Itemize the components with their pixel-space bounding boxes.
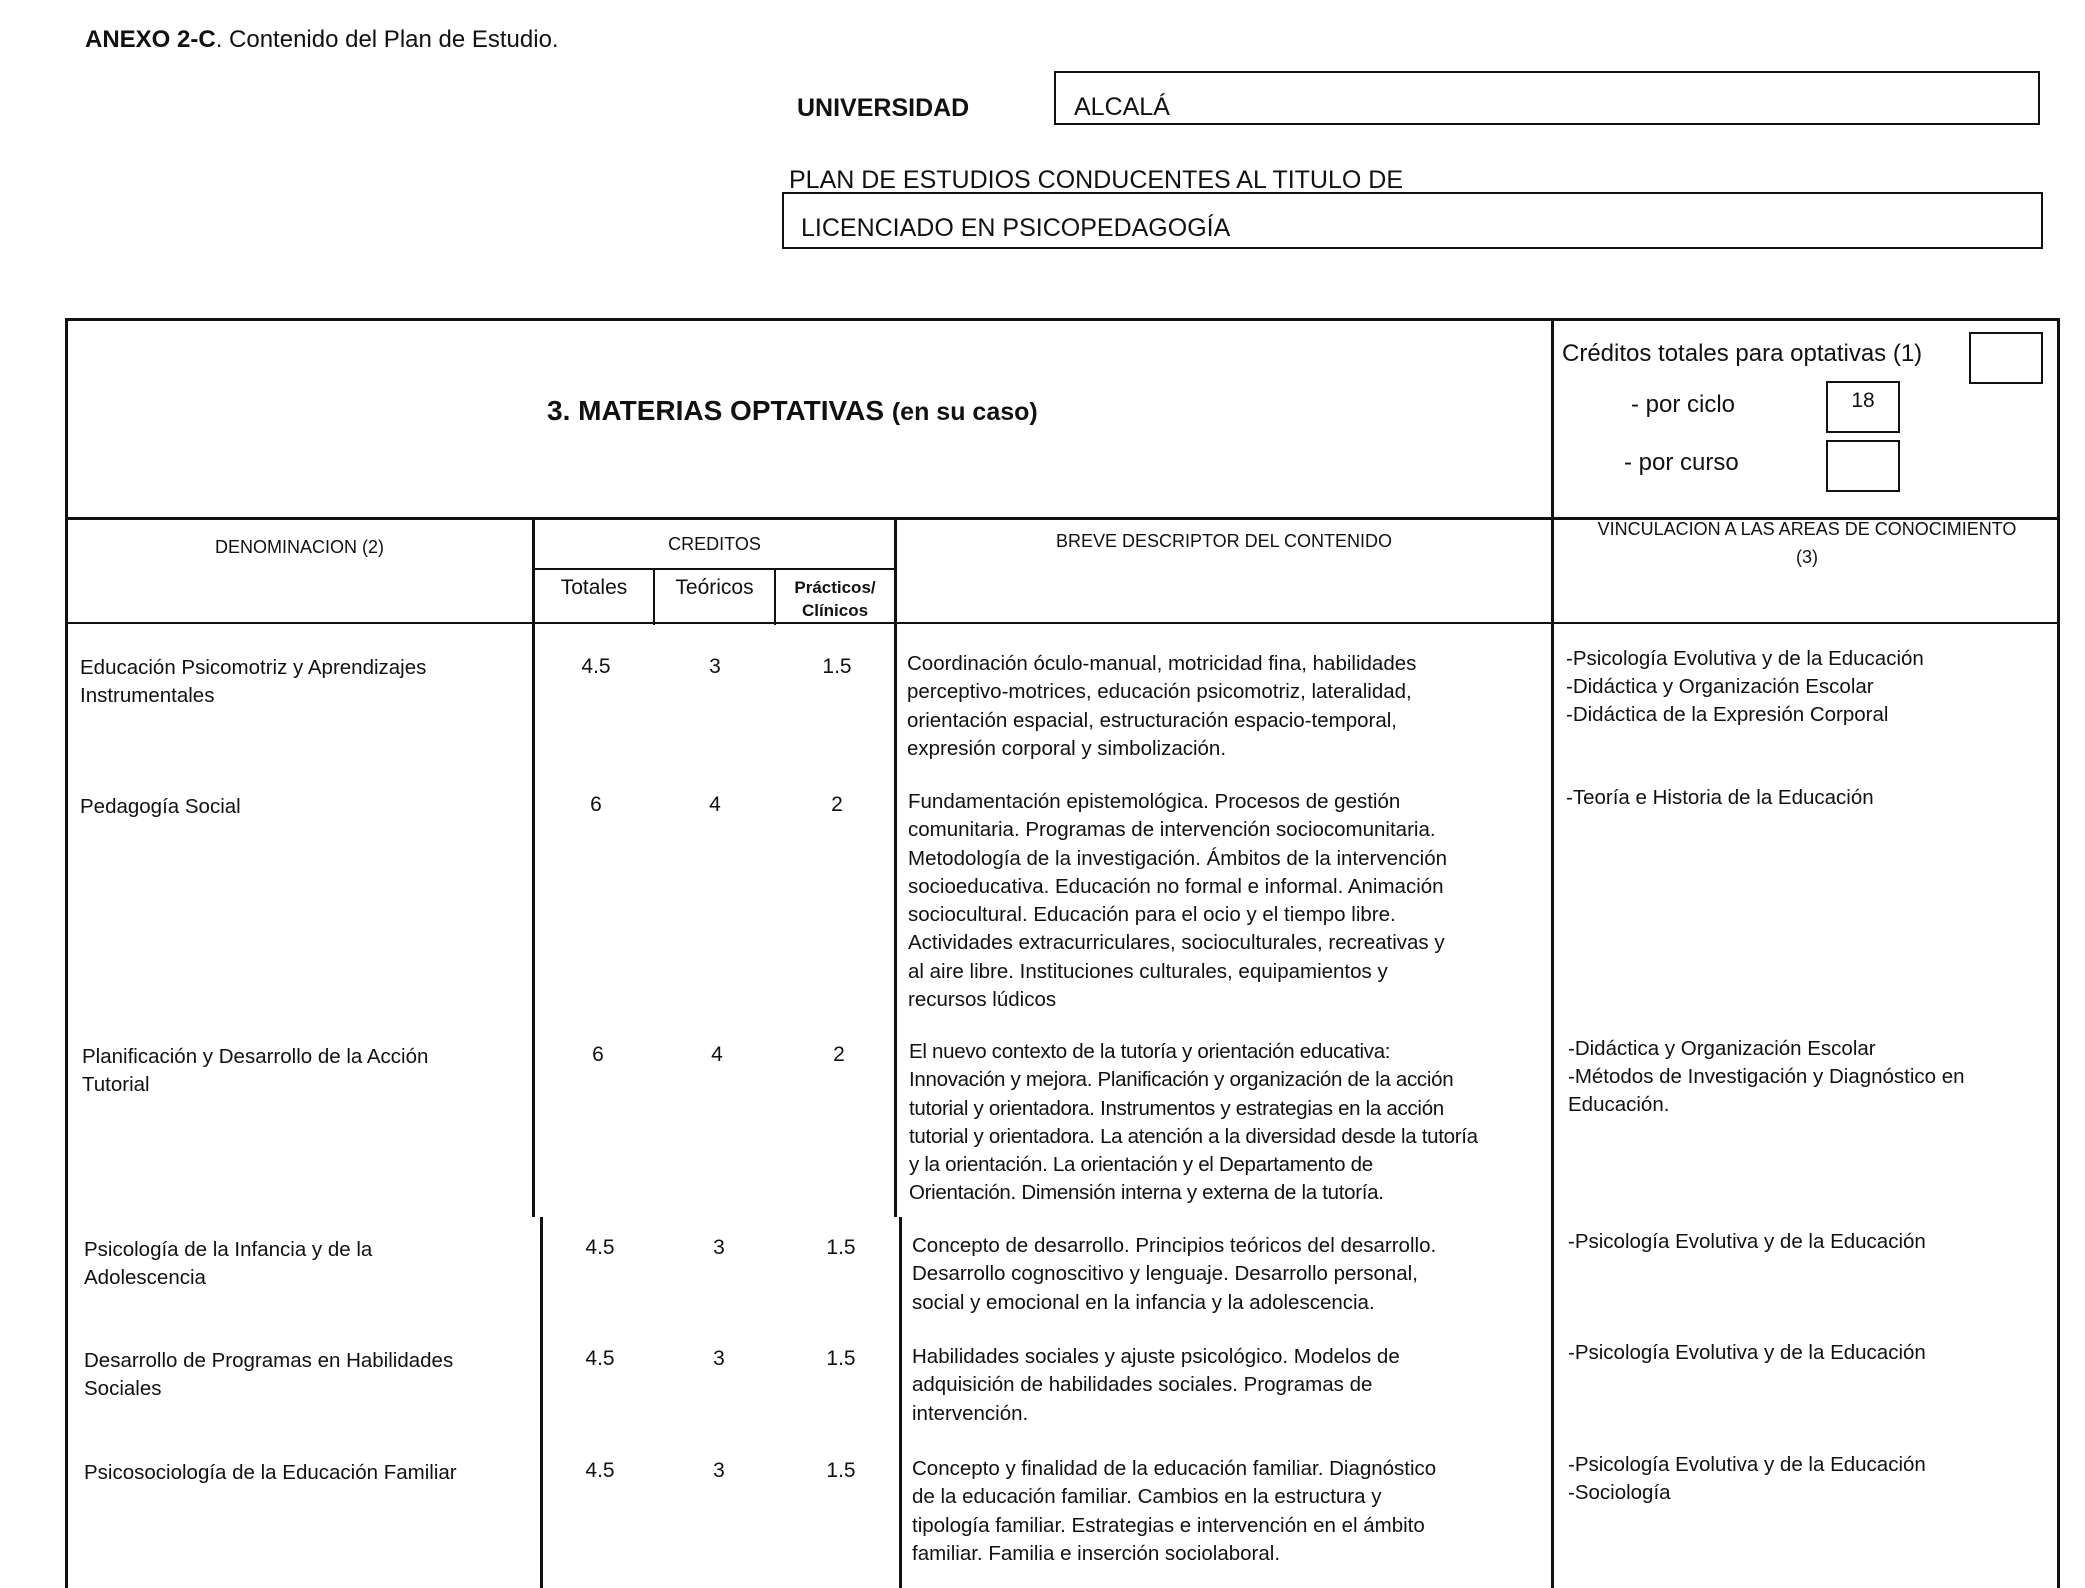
header-teoricos: Teóricos [675,576,754,599]
descriptor-line: sociocultural. Educación para el ocio y el tiempo libre. [908,903,1396,927]
descriptor-line: comunitaria. Programas de intervención sociocomunitaria. [908,818,1436,842]
descriptor-line: intervención. [912,1401,1029,1425]
descriptor-line: tutorial y orientadora. Instrumentos y estrategias en la acción [909,1096,1444,1120]
area-line: -Teoría e Historia de la Educación [1566,786,1874,809]
descriptor-line: Habilidades sociales y ajuste psicológico. Modelos de [912,1345,1400,1368]
row-descriptor [912,1455,1542,1568]
por-ciclo-label: - por ciclo [1631,391,1736,418]
descriptor-line: socioeducativa. Educación no formal e informal. Animación [908,874,1444,898]
area-line: -Psicología Evolutiva y de la Educación [1566,647,1924,670]
plan-label: PLAN DE ESTUDIOS CONDUCENTES AL TITULO DE [789,166,1404,194]
area-line: -Sociología [1568,1481,1671,1504]
row-name-line: Instrumentales [80,684,215,707]
annex-heading [85,26,559,54]
area-line: Educación. [1568,1093,1670,1116]
header-descriptor: BREVE DESCRIPTOR DEL CONTENIDO [1055,531,1393,551]
university-label: UNIVERSIDAD [797,94,970,122]
row-areas [1568,1451,2048,1507]
row-name-line: Tutorial [82,1073,150,1096]
descriptor-line: tipología familiar. Estrategias e intervención en el ámbito [912,1513,1425,1537]
row-totales: 4.5 [585,1236,615,1259]
header-practicos [776,576,894,622]
credits-total-box [1969,332,2043,384]
descriptor-line: expresión corporal y simbolización. [907,736,1227,760]
row-descriptor [909,1038,1539,1208]
row-practicos: 1.5 [826,1236,856,1259]
descriptor-line: Coordinación óculo-manual, motricidad fina, habilidades [907,652,1417,675]
plan-value: LICENCIADO EN PSICOPEDAGOGÍA [801,214,1231,242]
row-name-line: Adolescencia [84,1266,206,1289]
por-curso-label: - por curso [1624,449,1739,476]
section-title-main: 3. MATERIAS OPTATIVAS [547,395,885,426]
header-vinculacion-line1: VINCULACION A LAS AREAS DE CONOCIMIENTO [1597,519,2017,539]
header-denominacion: DENOMINACION (2) [214,537,384,557]
descriptor-line: adquisición de habilidades sociales. Programas de [912,1373,1373,1397]
table-row-2-name [80,793,241,821]
row-name-line: Pedagogía Social [80,795,241,818]
area-line: -Psicología Evolutiva y de la Educación [1568,1453,1926,1476]
row-name-line: Sociales [84,1377,162,1400]
por-curso-box [1826,440,1900,492]
row-totales: 4.5 [585,1459,615,1482]
area-line: -Didáctica y Organización Escolar [1566,675,1874,698]
row-descriptor [912,1343,1542,1428]
descriptor-line: social y emocional en la infancia y la adolescencia. [912,1290,1375,1314]
section-title-suffix: (en su caso) [891,398,1038,426]
descriptor-line: familiar. Familia e inserción sociolaboral. [912,1541,1281,1565]
header-vinculacion [1554,515,2060,571]
row-areas [1568,1228,2048,1256]
por-ciclo-value: 18 [1851,389,1875,412]
header-practicos-line2: Clínicos [801,601,869,620]
row-descriptor [912,1232,1542,1317]
row-practicos: 1.5 [826,1459,856,1482]
descriptor-line: Metodología de la investigación. Ámbitos de la intervención [908,846,1448,870]
row-areas [1566,645,2046,729]
descriptor-line: orientación espacial, estructuración espacio-temporal, [907,708,1397,732]
table-row-1-name [80,654,426,710]
row-totales: 6 [590,793,602,816]
row-descriptor [908,788,1538,1014]
annex-description: . Contenido del Plan de Estudio. [215,26,559,53]
row-totales: 4.5 [581,655,611,678]
row-teoricos: 4 [711,1043,723,1066]
col-rule-right-section [1551,318,1554,1588]
row-practicos: 2 [831,793,843,816]
descriptor-line: recursos lúdicos [908,988,1057,1012]
area-line: -Didáctica y Organización Escolar [1568,1037,1876,1060]
row-practicos: 1.5 [826,1347,856,1370]
annex-code: ANEXO 2-C [85,26,216,53]
header-creditos: CREDITOS [668,534,761,554]
col-rule-creditos-left [532,517,535,1217]
header-totales: Totales [560,576,628,599]
row-practicos: 2 [833,1043,845,1066]
row-totales: 4.5 [585,1347,615,1370]
descriptor-line: Concepto de desarrollo. Principios teóricos del desarrollo. [912,1234,1437,1257]
table-row-3-name [82,1043,428,1099]
creditos-divider [533,568,895,570]
descriptor-line: El nuevo contexto de la tutoría y orientación educativa: [909,1040,1391,1063]
col-rule-descriptor-left [894,517,897,1217]
table-row-4-name [84,1236,372,1292]
section-title [547,395,1038,427]
descriptor-line: Innovación y mejora. Planificación y organización de la acción [909,1068,1454,1092]
area-line: -Psicología Evolutiva y de la Educación [1568,1230,1926,1253]
header-practicos-line1: Prácticos/ [794,578,876,597]
row-teoricos: 3 [713,1459,725,1482]
area-line: -Psicología Evolutiva y de la Educación [1568,1341,1926,1364]
descriptor-line: Orientación. Dimensión interna y externa de la tutoría. [909,1181,1384,1205]
row-descriptor [907,650,1537,763]
row-teoricos: 4 [709,793,721,816]
descriptor-line: Concepto y finalidad de la educación familiar. Diagnóstico [912,1457,1437,1480]
row-areas [1568,1339,2048,1367]
row-name-line: Psicosociología de la Educación Familiar [84,1461,457,1484]
university-value-box [1054,71,2040,125]
row-teoricos: 3 [713,1347,725,1370]
row-name-line: Psicología de la Infancia y de la [84,1238,373,1261]
descriptor-line: Actividades extracurriculares, socioculturales, recreativas y [908,931,1445,955]
table-row-6-name [84,1459,457,1487]
col-rule-creditos-left-lower [540,1217,543,1588]
header-bottom-rule [65,622,2060,624]
row-practicos: 1.5 [822,655,852,678]
descriptor-line: tutorial y orientadora. La atención a la diversidad desde la tutoría [909,1124,1478,1148]
row-totales: 6 [592,1043,604,1066]
descriptor-line: al aire libre. Instituciones culturales, equipamientos y [908,959,1388,983]
descriptor-line: de la educación familiar. Cambios en la estructura y [912,1485,1382,1509]
row-name-line: Desarrollo de Programas en Habilidades [84,1349,454,1372]
col-rule-descriptor-left-lower [899,1217,902,1588]
row-teoricos: 3 [709,655,721,678]
row-name-line: Educación Psicomotriz y Aprendizajes [80,656,427,679]
row-areas [1568,1035,2048,1119]
university-value: ALCALÁ [1074,93,1170,121]
plan-value-box [782,192,2043,249]
header-vinculacion-line2: (3) [1796,547,1818,567]
descriptor-line: y la orientación. La orientación y el Departamento de [909,1153,1373,1177]
row-name-line: Planificación y Desarrollo de la Acción [82,1045,429,1068]
area-line: -Métodos de Investigación y Diagnóstico en [1568,1065,1965,1088]
descriptor-line: Desarrollo cognoscitivo y lenguaje. Desarrollo personal, [912,1262,1418,1286]
row-areas [1566,784,2046,812]
descriptor-line: Fundamentación epistemológica. Procesos de gestión [908,790,1401,813]
row-teoricos: 3 [713,1236,725,1259]
table-row-5-name [84,1347,453,1403]
credits-total-label: Créditos totales para optativas (1) [1562,340,1923,367]
area-line: -Didáctica de la Expresión Corporal [1566,703,1889,726]
por-ciclo-box [1826,381,1900,433]
descriptor-line: perceptivo-motrices, educación psicomotriz, lateralidad, [907,680,1412,704]
